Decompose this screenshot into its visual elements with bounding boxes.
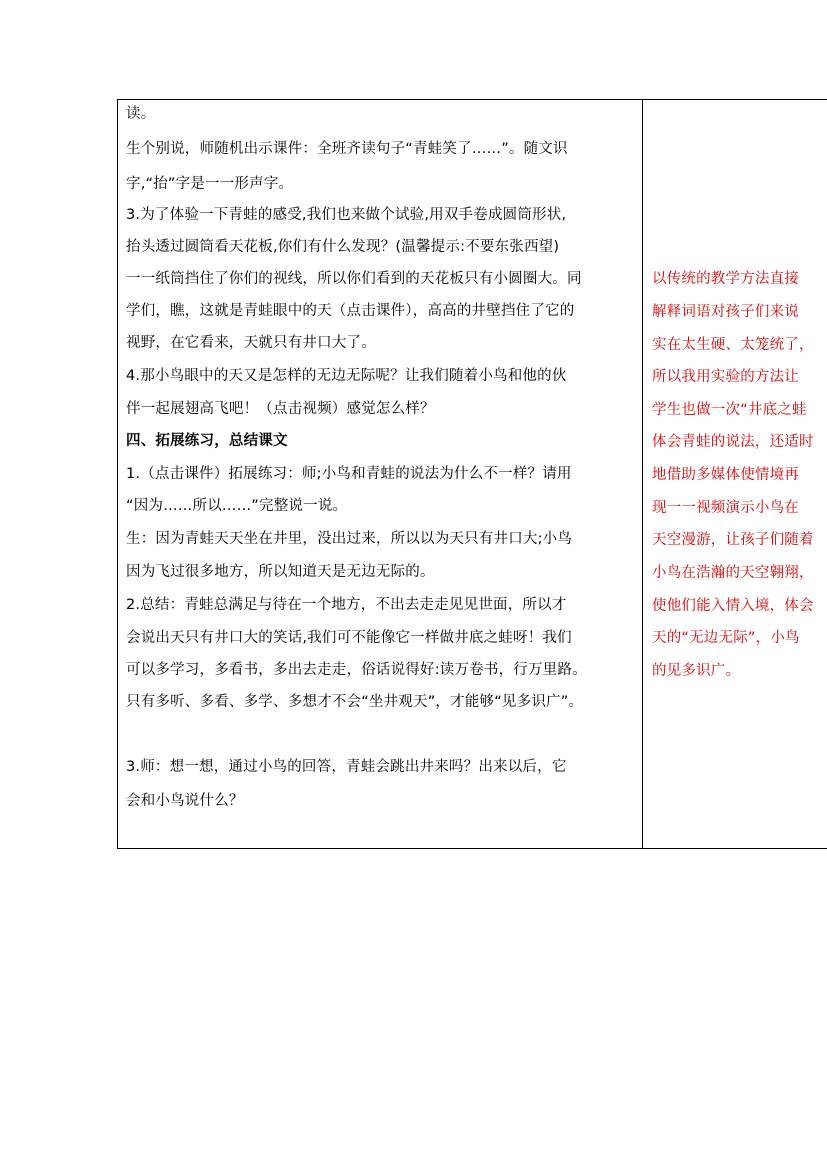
content-line: 伴一起展翅高飞吧！（点击视频）感觉怎么样？ (126, 401, 435, 417)
lesson-content-cell (118, 100, 642, 848)
content-line: 生个别说，师随机出示课件：全班齐读句子“青蛙笑了……”。随文识 (126, 141, 568, 157)
content-line: 学们，瞧，这就是青蛙眼中的天（点击课件），高高的井壁挡住了它的 (126, 303, 575, 319)
note-line: 天的“无边无际”，小鸟 (652, 630, 800, 646)
teaching-notes-cell (643, 100, 827, 848)
lesson-table (117, 99, 827, 849)
note-line: 使他们能入情入境，体会 (652, 598, 814, 614)
content-line: 可以多学习，多看书，多出去走走，俗话说得好:读万卷书，行万里路。 (126, 662, 587, 678)
note-line: 小鸟在浩瀚的天空翱翔， (652, 565, 814, 581)
content-line: 只有多听、多看、多学、多想才不会“坐井观天”，才能够“见多识广”。 (126, 694, 584, 710)
content-line: 4.那小鸟眼中的天又是怎样的无边无际呢？让我们随着小鸟和他的伙 (126, 368, 567, 384)
content-line: 3.师：想一想，通过小鸟的回答，青蛙会跳出井来吗？出来以后，它 (126, 759, 567, 775)
content-line: 1.（点击课件）拓展练习：师;小鸟和青蛙的说法为什么不一样？请用 (126, 466, 572, 482)
note-line: 解释词语对孩子们来说 (652, 304, 799, 320)
content-line: 会和小鸟说什么？ (126, 793, 244, 809)
content-line: 抬头透过圆筒看天花板,你们有什么发现？(温馨提示:不要东张西望) (126, 239, 560, 255)
note-line: 以传统的教学方法直接 (652, 271, 799, 287)
note-line: 体会青蛙的说法，还适时 (652, 434, 814, 450)
note-line: 天空漫游，让孩子们随着 (652, 532, 814, 548)
content-line: 视野，在它看来，天就只有井口大了。 (126, 335, 376, 351)
content-line: 会说出天只有井口大的笑话,我们可不能像它一样做井底之蛙呀！我们 (126, 630, 572, 646)
content-line: 生：因为青蛙天天坐在井里，没出过来，所以以为天只有井口大;小鸟 (126, 531, 573, 547)
note-line: 现一一视频演示小鸟在 (652, 500, 799, 516)
content-line: 2.总结：青蛙总满足与待在一个地方，不出去走走见见世面，所以才 (126, 597, 567, 613)
note-line: 学生也做一次“井底之蛙 (652, 402, 807, 418)
content-line: 因为飞过很多地方，所以知道天是无边无际的。 (126, 564, 435, 580)
note-line: 地借助多媒体使情境再 (652, 467, 799, 483)
content-line: 读。 (126, 106, 156, 122)
content-line: 字,“抬”字是一一形声字。 (126, 176, 294, 192)
section-heading: 四、拓展练习，总结课文 (126, 433, 288, 449)
content-line: “因为……所以……”完整说一说。 (126, 498, 348, 514)
note-line: 的见多识广。 (652, 663, 741, 679)
content-line: 3.为了体验一下青蛙的感受,我们也来做个试验,用双手卷成圆筒形状, (126, 207, 567, 223)
note-line: 所以我用实验的方法让 (652, 369, 799, 385)
content-line: 一一纸筒挡住了你们的视线，所以你们看到的天花板只有小圆圈大。同 (126, 271, 582, 287)
note-line: 实在太生硬、太笼统了， (652, 337, 814, 353)
